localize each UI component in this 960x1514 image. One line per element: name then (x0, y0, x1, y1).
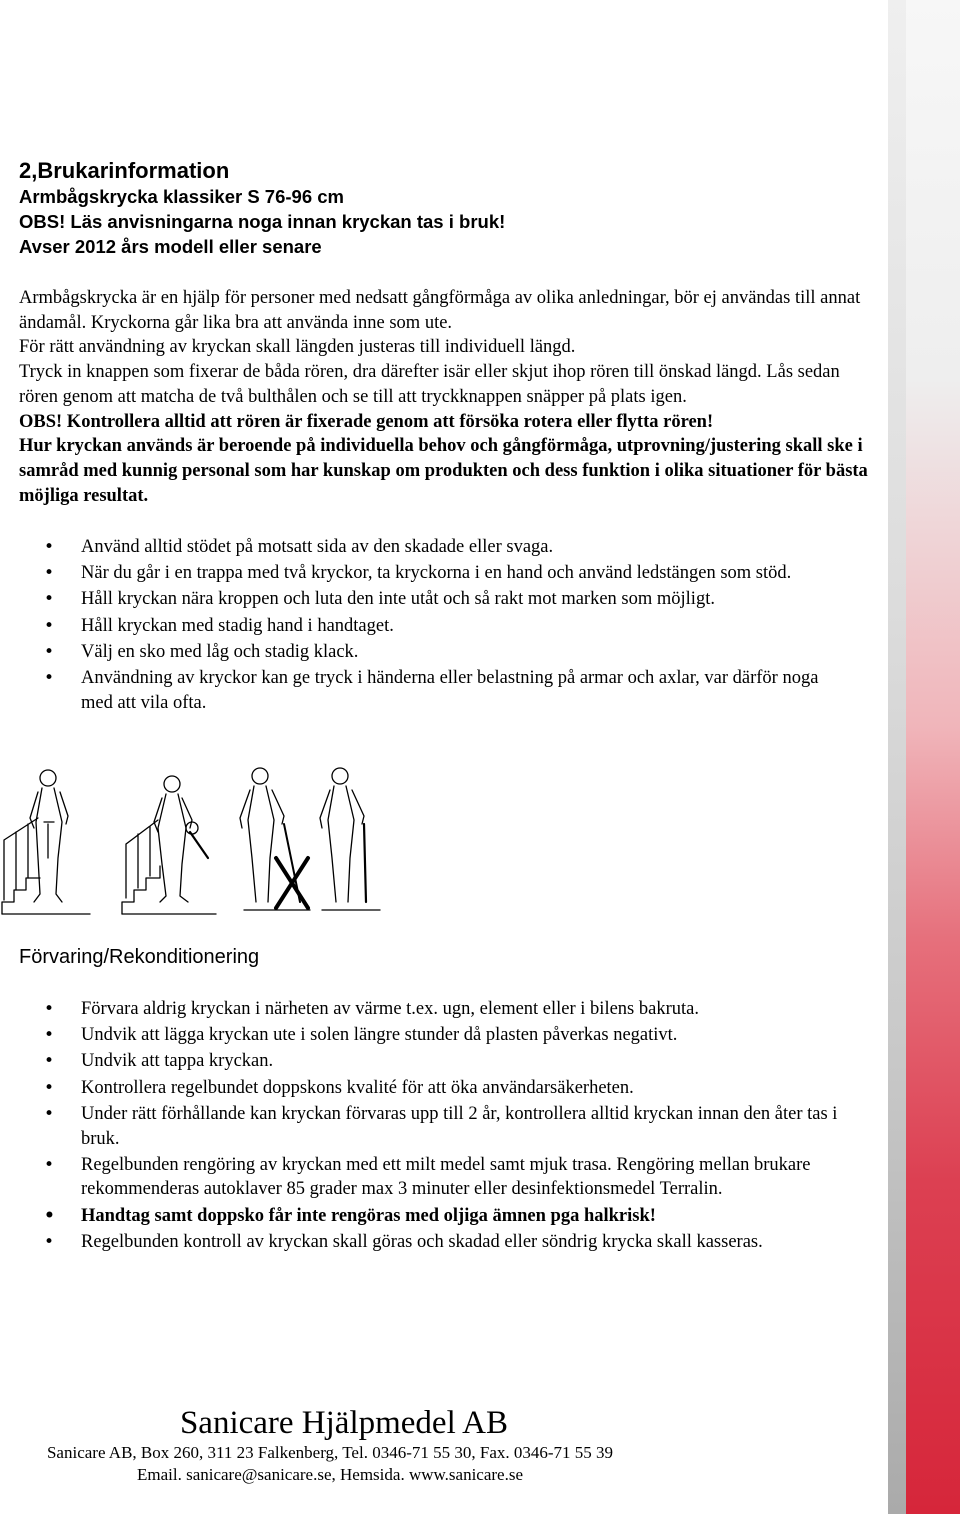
person-stairs-crutch-illustration (122, 776, 216, 914)
model-note: Avser 2012 års modell eller senare (19, 236, 322, 257)
list-item: • Förvara aldrig kryckan i närheten av värme t.ex. ugn, element eller i bilens bakruta. (44, 997, 844, 1022)
usage-illustrations (0, 762, 400, 922)
sidebar-gray-band (888, 0, 906, 1514)
footer-contact: Email. sanicare@sanicare.se, Hemsida. www.sanicare.se (136, 1465, 524, 1484)
intro-paragraph-5: Hur kryckan används är beroende på individuella behov och gångförmåga, utprovning/justering skall ske i samråd med kunnig personal som har kunskap om produkten och dess funktion i olika situationer för bästa möjliga resultat. (19, 436, 868, 506)
warning-line: OBS! Läs anvisningarna noga innan kryckan tas i bruk! (19, 211, 506, 232)
footer-company: Sanicare Hjälpmedel AB (179, 1405, 509, 1441)
intro-paragraph-3: Tryck in knappen som fixerar de båda rören, dra därefter isär eller skjut ihop rören till önskad längd. Lås sedan rören genom att matcha de två bulthålen och se till att tryckknappen snäpper på plats igen. (19, 362, 840, 407)
decorative-sidebar (888, 0, 960, 1514)
list-item: • Handtag samt doppsko får inte rengöras med oljiga ämnen pga halkrisk! (44, 1204, 844, 1229)
list-item: • Välj en sko med låg och stadig klack. (44, 640, 844, 665)
list-item: • Under rätt förhållande kan kryckan förvaras upp till 2 år, kontrollera alltid kryckan innan den åter tas i bruk. (44, 1102, 844, 1151)
list-item: • Användning av kryckor kan ge tryck i händerna eller belastning på armar och axlar, var därför noga med att vila ofta. (44, 666, 844, 715)
person-crutch-correct-illustration (320, 768, 380, 910)
intro-warning: OBS! Kontrollera alltid att rören är fixerade genom att försöka rotera eller flytta rören! (19, 411, 714, 432)
list-item: • Regelbunden rengöring av kryckan med ett milt medel samt mjuk trasa. Rengöring mellan brukare rekommenderas autoklaver 85 grader max 3 minuter eller desinfektionsmedel Terralin. (44, 1153, 844, 1202)
person-stairs-illustration (2, 770, 90, 914)
storage-heading: Förvaring/Rekonditionering (19, 946, 260, 968)
list-item: • Regelbunden kontroll av kryckan skall göras och skadad eller söndrig krycka skall kasseras. (44, 1230, 844, 1255)
list-item: • Kontrollera regelbundet doppskons kvalité för att öka användarsäkerheten. (44, 1076, 844, 1101)
product-name: Armbågskrycka klassiker S 76-96 cm (19, 186, 344, 207)
list-item: • Undvik att lägga kryckan ute i solen längre stunder då plasten påverkas negativt. (44, 1023, 844, 1048)
page-title: 2,Brukarinformation (19, 158, 230, 183)
list-item: • Undvik att tappa kryckan. (44, 1049, 844, 1074)
list-item: • Håll kryckan nära kroppen och luta den inte utåt och så rakt mot marken som möjligt. (44, 587, 844, 612)
list-item: • Håll kryckan med stadig hand i handtaget. (44, 614, 844, 639)
storage-list (44, 997, 844, 1256)
footer-address: Sanicare AB, Box 260, 311 23 Falkenberg, Tel. 0346-71 55 30, Fax. 0346-71 55 39 (46, 1443, 614, 1462)
intro-section (19, 286, 869, 508)
list-item: • Använd alltid stödet på motsatt sida av den skadade eller svaga. (44, 535, 844, 560)
intro-paragraph-2: För rätt användning av kryckan skall längden justeras till individuell längd. (19, 337, 576, 358)
list-item: • När du går i en trappa med två kryckor, ta kryckorna i en hand och använd ledstängen som stöd. (44, 561, 844, 586)
person-crutch-wrong-illustration (240, 768, 310, 910)
intro-paragraph-1: Armbågskrycka är en hjälp för personer med nedsatt gångförmåga av olika anledningar, bör ej användas till annat ändamål. Kryckorna går lika bra att använda inne som ute. (19, 288, 861, 333)
usage-list (44, 535, 844, 717)
